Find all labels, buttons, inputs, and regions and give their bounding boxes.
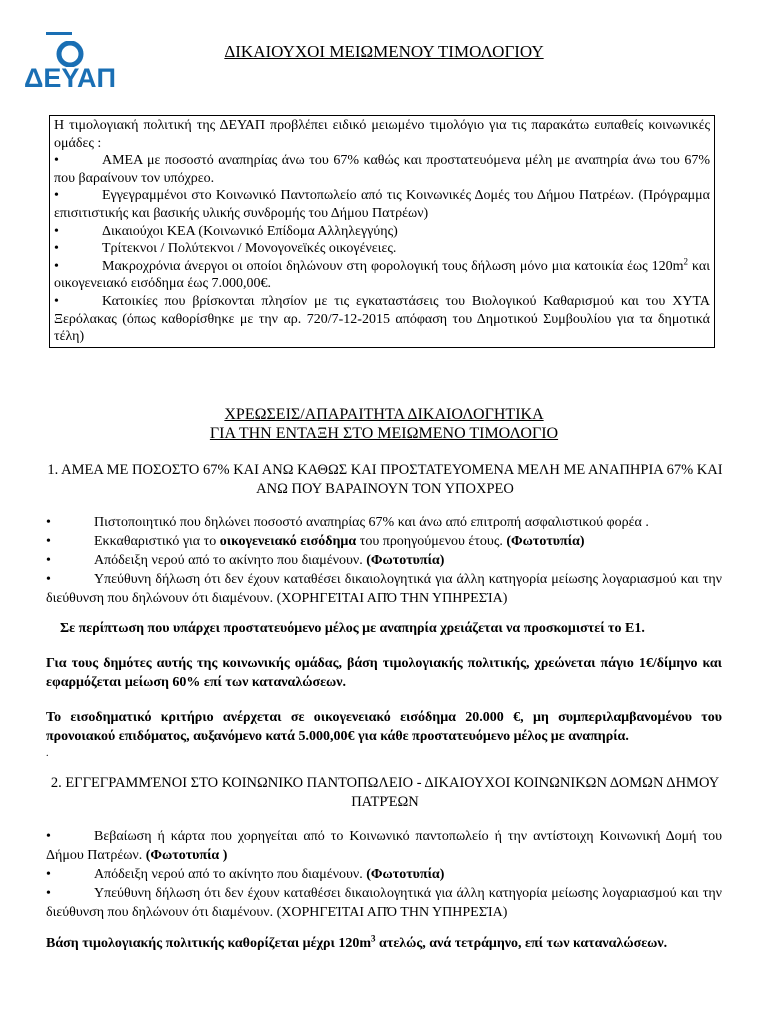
superscript: 2 [683,256,688,267]
page-title: ΔΙΚΑΙΟΥΧΟΙ ΜΕΙΩΜΕΝΟΥ ΤΙΜΟΛΟΓΙΟΥ [224,42,544,61]
logo-bar [46,32,72,35]
bullet-icon: • [46,829,51,844]
s2-list [46,827,722,922]
s1-note-charge: Για τους δημότες αυτής της κοινωνικής ομάδας, βάση τιμολογιακής πολιτικής, χρεώνεται πάγιο 1€/δίμηνο και εφαρμόζεται μείωση 60% επί των καταναλώσεων. [46,656,722,690]
list-item [54,293,710,346]
list-item-text: Κατοικίες που βρίσκονται πλησίον με τις εγκαταστάσεις του Βιολογικού Καθαρισμού και του ΧΥΤΑ Ξερόλακας (όπως καθορίσθηκε με την αρ. 720/7-12-2015 απόφαση του Δημοτικού Συμβουλίου για τα δημοτικά τέλη) [54,293,710,345]
list-item [54,258,710,293]
deyap-logo [24,32,116,93]
note-text: Βάση τιμολογιακής πολιτικής καθορίζεται μέχρι 120m [46,936,372,951]
list-item-text: ΑΜΕΑ με ποσοστό αναπηρίας άνω του 67% καθώς και προστατευόμενα μέλη με αναπηρία άνω του 67% που βαραίνουν τον υπόχρεο. [54,153,710,186]
bold-text: (Φωτοτυπία) [366,553,445,568]
list-item-text: Απόδειξη νερού από το ακίνητο που διαμένουν. [94,553,367,568]
s1-list [46,513,722,608]
bold-text: (Φωτοτυπία) [506,534,585,549]
list-item-text: ) [502,591,508,606]
note-text: ατελώς, ανά τετράμηνο, επί των καταναλώσεων. [375,936,668,951]
bullet-icon: • [54,258,59,274]
list-item-text: ) [502,905,508,920]
list-item [54,223,710,241]
section-heading-line: ΓΙΑ ΤΗΝ ΕΝΤΑΞΗ ΣΤΟ ΜΕΙΩΜΕΝΟ ΤΙΜΟΛΟΓΙΟ [209,425,559,442]
list-item-text: και οικογενειακό εισόδημα έως 7.000,00€. [54,258,710,292]
list-item [54,187,710,222]
intro-text: Η τιμολογιακή πολιτική της ΔΕΥΑΠ προβλέπει ειδικό μειωμένο τιμολόγιο για τις παρακάτω ευπαθείς κοινωνικές ομάδες : [54,118,710,151]
list-item [46,532,722,551]
s1-note-income: Το εισοδηματικό κριτήριο ανέρχεται σε οικογενειακό εισόδημα 20.000 €, μη συμπεριλαμβανομένου του προνοιακού επιδόματος, αυξανόμενο κατά 5.000,00€ για κάθε προστατευόμενο μέλος με αναπηρία. [46,710,722,744]
bullet-icon: • [54,153,59,169]
s2-heading: 2. ΕΓΓΕΓΡΑΜΜΈΝΟΙ ΣΤΟ ΚΟΙΝΩΝΙΚΟ ΠΑΝΤΟΠΩΛΕΙΟ - ΔΙΚΑΙΟΥΧΟΙ ΚΟΙΝΩΝΙΚΩΝ ΔΟΜΩΝ ΔΗΜΟΥ ΠΑΤΡΈΩΝ [50,775,720,810]
list-item-text: Υπεύθυνη δήλωση ότι δεν έχουν καταθέσει δικαιολογητικά για άλλη κατηγορία μείωσης λογαριασμού και την διεύθυνση που δηλώνουν ότι διαμένουν. ( [46,572,722,606]
bullet-icon: • [54,241,59,257]
list-item [54,152,710,187]
list-item [54,240,710,258]
bold-text: (Φωτοτυπία) [366,867,445,882]
list-item [46,865,722,884]
list-item-text: Απόδειξη νερού από το ακίνητο που διαμένουν. [94,867,367,882]
bullet-icon: • [46,553,51,568]
bullet-icon: • [46,572,51,587]
stray-dot: . [46,748,49,759]
s2-note [46,934,722,953]
list-item-text: του προηγούμενου έτους. [356,534,507,549]
bullet-icon: • [46,886,51,901]
bullet-icon: • [54,188,59,204]
logo-text: ΔΕΥΑΠ [24,63,116,93]
list-item-text: Βεβαίωση ή κάρτα που χορηγείται από το Κοινωνικό παντοπωλείο ή την αντίστοιχη Κοινωνική Δομή του Δήμου Πατρέων. [46,829,722,863]
list-item [46,513,722,532]
list-item-text: Υπεύθυνη δήλωση ότι δεν έχουν καταθέσει δικαιολογητικά για άλλη κατηγορία μείωσης λογαριασμού και την διεύθυνση που δηλώνουν ότι διαμένουν. ( [46,886,722,920]
list-item-text: Εγγεγραμμένοι στο Κοινωνικό Παντοπωλείο από τις Κοινωνικές Δομές του Δήμου Πατρέων. (Πρόγραμμα επισιτιστικής και βασικής υλικής συνδρομής του Δήμου Πατρέων) [54,188,710,221]
s1-note-e1: Σε περίπτωση που υπάρχει προστατευόμενο μέλος με αναπηρία χρειάζεται να προσκομιστεί το Ε1. [60,621,645,636]
list-item-text: Πιστοποιητικό που δηλώνει ποσοστό αναπηρίας 67% και άνω από επιτροπή ασφαλιστικού φορέα . [94,515,649,530]
section-heading [0,405,768,443]
list-item-text: Εκκαθαριστικό για το [94,534,220,549]
intro-box [49,115,715,348]
superscript: 3 [371,933,376,944]
bullet-icon: • [46,534,51,549]
s1-heading: 1. ΑΜΕΑ ΜΕ ΠΟΣΟΣΤΟ 67% ΚΑΙ ΑΝΩ ΚΑΘΩΣ ΚΑΙ ΠΡΟΣΤΑΤΕΥΟΜΕΝΑ ΜΕΛΗ ΜΕ ΑΝΑΠΗΡΙΑ 67% ΚΑΙ ΑΝΩ ΠΟΥ ΒΑΡΑΙΝΟΥΝ ΤΟΝ ΥΠΟΧΡΕΟ [47,462,723,497]
list-item-text: Δικαιούχοι ΚΕΑ (Κοινωνικό Επίδομα Αλληλεγγύης) [102,223,398,239]
list-item [46,570,722,608]
bullet-icon: • [54,293,59,309]
section-heading-line: ΧΡΕΩΣΕΙΣ/ΑΠΑΡΑΙΤΗΤΑ ΔΙΚΑΙΟΛΟΓΗΤΙΚΑ [224,406,544,423]
list-item [46,884,722,922]
bold-text: (Φωτοτυπία ) [145,848,228,863]
bullet-icon: • [46,515,51,530]
list-item-text: Μακροχρόνια άνεργοι οι οποίοι δηλώνουν στη φορολογική τους δήλωση μόνο μια κατοικία έως 120m [102,258,684,274]
bold-text: οικογενειακό εισόδημα [219,534,357,549]
service-note: ΧΟΡΗΓΕΊΤΑΙ ΑΠΌ ΤΗΝ ΥΠΗΡΕΣΊΑ [281,905,503,920]
bullet-icon: • [54,223,59,239]
list-item-text: Τρίτεκνοι / Πολύτεκνοι / Μονογονεϊκές οικογένειες. [102,241,397,257]
bullet-icon: • [46,867,51,882]
list-item [46,551,722,570]
service-note: ΧΟΡΗΓΕΊΤΑΙ ΑΠΌ ΤΗΝ ΥΠΗΡΕΣΊΑ [281,591,503,606]
list-item [46,827,722,865]
